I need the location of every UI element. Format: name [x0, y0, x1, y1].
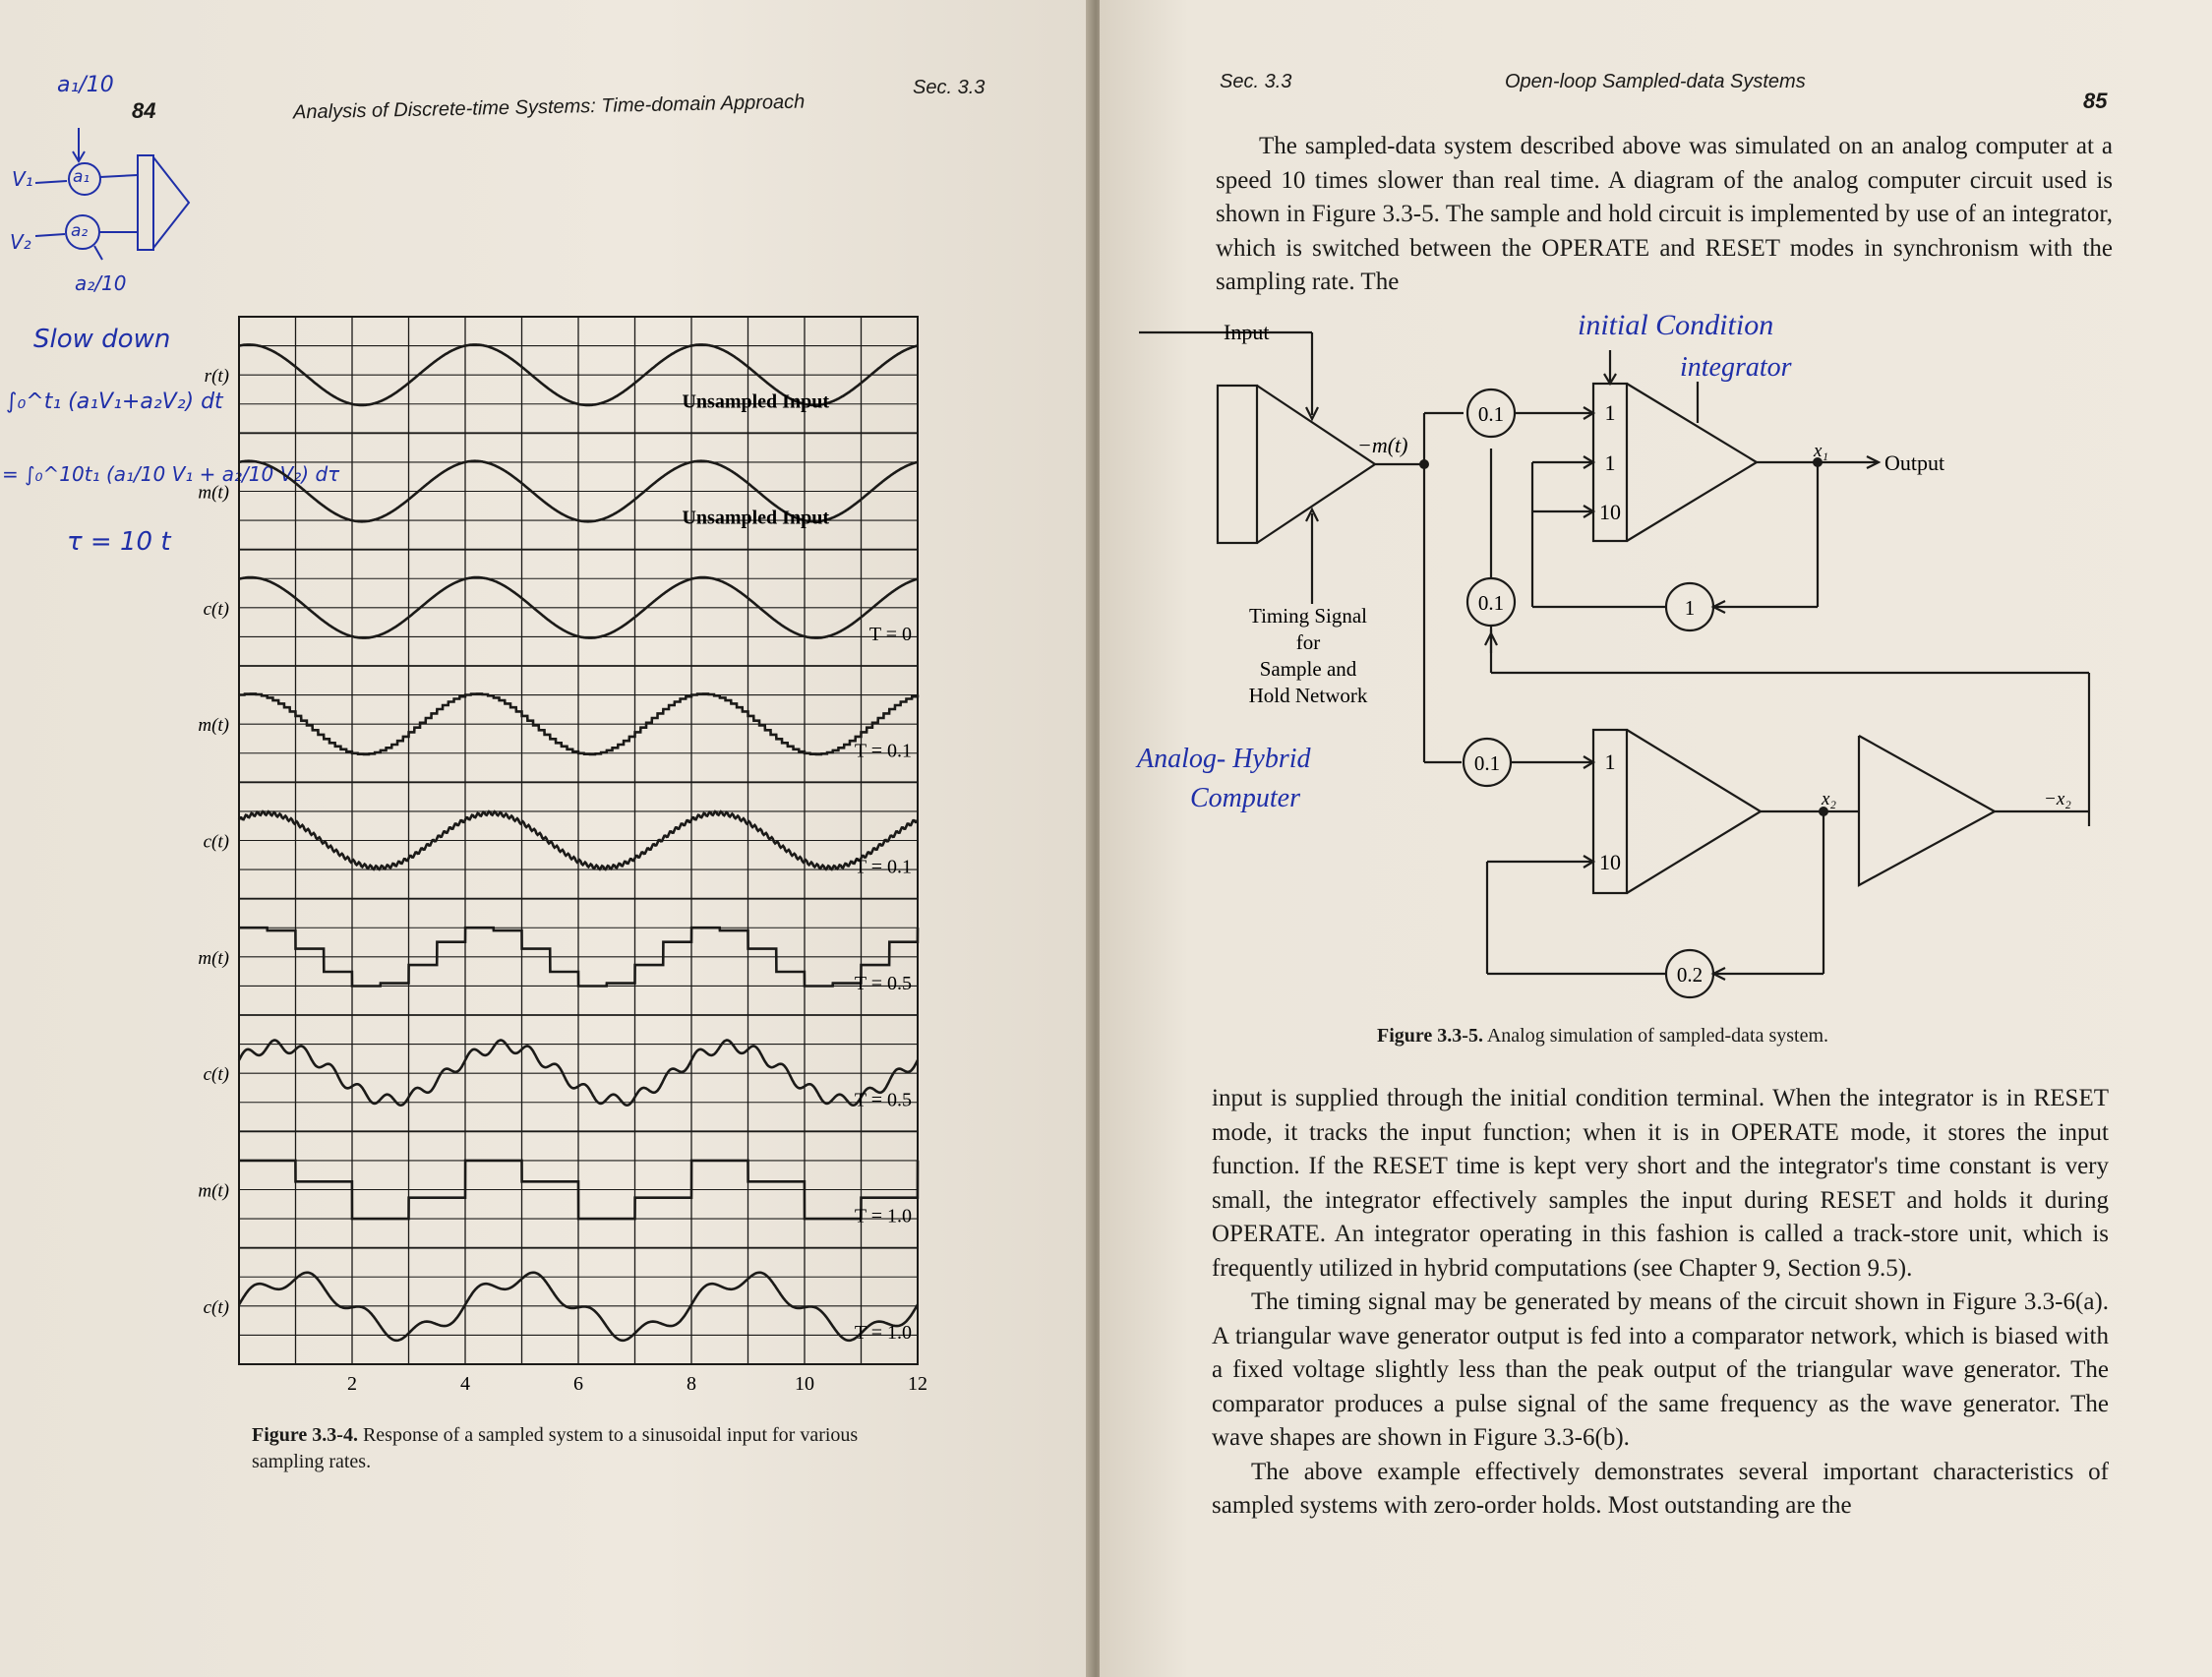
pot-02-value: 0.2: [1676, 963, 1704, 987]
pot-bottom-value: 0.1: [1473, 751, 1501, 775]
integrator1-gain-10: 10: [1599, 500, 1621, 524]
figure-3-3-5-caption: [1377, 1023, 1828, 1049]
figure-3-3-4-caption-text: Response of a sampled system to a sinusoidal input for various sampling rates.: [252, 1424, 859, 1472]
figure-3-3-4-caption-label: Figure 3.3-4.: [252, 1424, 358, 1446]
timing-label-3: Sample and: [1259, 657, 1357, 681]
minus-m-label: −m(t): [1357, 433, 1408, 457]
figure-3-3-5-caption-text: Analog simulation of sampled-data system.: [1486, 1025, 1829, 1047]
handwritten-v2: V₂: [10, 230, 31, 254]
handwritten-slow-down: Slow down: [33, 325, 171, 354]
row-label-6: m(t): [198, 947, 229, 969]
row-annotation-7: T = 0.5: [854, 1089, 912, 1111]
row-annotation-2: Unsampled Input: [682, 507, 829, 529]
right-page: [1100, 0, 2212, 1677]
row-annotation-9: T = 1.0: [854, 1321, 912, 1344]
row-label-3: c(t): [203, 598, 229, 620]
integrator1-gain-1b: 1: [1604, 450, 1616, 475]
handwritten-integral-2: = ∫₀^10t₁ (a₁/10 V₁ + a₂/10 V₂) dτ: [2, 462, 340, 486]
handwritten-a1-fraction: a₁/10: [57, 73, 114, 97]
row-label-4: m(t): [198, 715, 229, 737]
x-tick-4: 4: [460, 1373, 470, 1395]
pot-feedback-value: 1: [1684, 596, 1696, 620]
integrator2-gain-10: 10: [1599, 850, 1621, 874]
row-annotation-6: T = 0.5: [854, 972, 912, 994]
handwritten-initial-condition: initial Condition: [1578, 309, 1774, 341]
right-running-title: Open-loop Sampled-data Systems: [1505, 71, 1806, 92]
paragraph-top: [1216, 130, 2113, 300]
integrator2-gain-1: 1: [1604, 749, 1616, 774]
row-annotation-1: Unsampled Input: [682, 390, 829, 413]
row-label-2: m(t): [198, 482, 229, 504]
row-annotation-4: T = 0.1: [854, 740, 912, 762]
paragraph-1: input is supplied through the initial condition terminal. When the integrator is in RESET mode, it tracks the input function; when it is in OPERATE mode, it stores the input function. If the RESET time is kept very short and the integrator's time constant is very small, the integrator effectively samples the input during RESET and holds it during OPERATE. An integrator operating in this fashion is called a track-store unit, which is frequently utilized in hybrid computations (see Chapter 9, Section 9.5).: [1212, 1085, 2109, 1282]
handwritten-tau: τ = 10 t: [67, 527, 171, 557]
figure-3-3-4-caption: [252, 1422, 930, 1475]
integrator1-gain-1a: 1: [1604, 400, 1616, 425]
x1-label: x₁: [1814, 441, 1829, 461]
handwritten-a1-circle-label: a₁: [73, 167, 90, 187]
figure-3-3-4: [198, 317, 927, 1395]
x2-label: x₂: [1822, 789, 1837, 809]
row-label-8: m(t): [198, 1180, 229, 1202]
body-text-lower: [1212, 1082, 2109, 1524]
pot-top-value: 0.1: [1477, 402, 1505, 426]
handwritten-analog-hybrid: Analog- Hybrid: [1137, 744, 1311, 774]
left-page-number: 84: [132, 98, 156, 123]
row-label-5: c(t): [203, 831, 229, 853]
timing-label-2: for: [1295, 630, 1321, 654]
row-annotation-5: T = 0.1: [854, 856, 912, 878]
paragraph-3: The above example effectively demonstrates several important characteristics of sampled systems with zero-order holds. Most outstanding are the: [1212, 1458, 2109, 1519]
row-label-7: c(t): [203, 1064, 229, 1086]
paragraph-top-text: The sampled-data system described above was simulated on an analog computer at a speed 10 times slower than real time. A diagram of the analog computer circuit used is shown in Figure 3.3-5. The sample and hold circuit is implemented by use of an integrator, which is switched between the OPERATE and RESET modes in synchronism with the sampling rate. The: [1216, 133, 2113, 295]
paragraph-2: The timing signal may be generated by means of the circuit shown in Figure 3.3-6(a). A triangular wave generator output is fed into a comparator network, which is biased with a fixed voltage slightly less than the peak output of the triangular wave generator. The comparator produces a pulse signal of the same frequency as the wave generator. The wave shapes are shown in Figure 3.3-6(b).: [1212, 1288, 2109, 1451]
x-tick-12: 12: [908, 1373, 927, 1395]
right-page-number: 85: [2083, 89, 2108, 113]
x-tick-2: 2: [347, 1373, 357, 1395]
left-running-title: Analysis of Discrete-time Systems: Time-domain Approach: [292, 90, 806, 124]
row-label-9: c(t): [203, 1296, 229, 1318]
right-section-label: Sec. 3.3: [1220, 71, 1292, 92]
neg-x2-label: −x₂: [2044, 789, 2071, 809]
handwritten-a2-circle-label: a₂: [71, 221, 89, 241]
handwritten-integral-1: ∫₀^t₁ (a₁V₁+a₂V₂) dt: [6, 389, 223, 414]
figure-3-3-5: [1100, 295, 2212, 1003]
handwritten-integrator: integrator: [1680, 352, 1792, 383]
row-annotation-8: T = 1.0: [854, 1205, 912, 1228]
x-tick-6: 6: [573, 1373, 583, 1395]
timing-label-1: Timing Signal: [1248, 604, 1368, 628]
x-tick-10: 10: [795, 1373, 814, 1395]
handwritten-a2-fraction: a₂/10: [75, 271, 127, 295]
timing-label-4: Hold Network: [1248, 684, 1368, 707]
row-label-1: r(t): [204, 366, 229, 388]
output-label: Output: [1884, 450, 1945, 475]
left-section-label: Sec. 3.3: [913, 77, 986, 98]
handwritten-v1: V₁: [12, 167, 33, 191]
row-annotation-3: T = 0: [868, 623, 912, 645]
pot-middle-value: 0.1: [1477, 591, 1505, 615]
x-tick-8: 8: [687, 1373, 696, 1395]
input-label: Input: [1224, 320, 1270, 344]
left-page: [0, 0, 1092, 1677]
handwritten-computer: Computer: [1190, 783, 1300, 813]
figure-3-3-5-caption-label: Figure 3.3-5.: [1377, 1025, 1483, 1047]
